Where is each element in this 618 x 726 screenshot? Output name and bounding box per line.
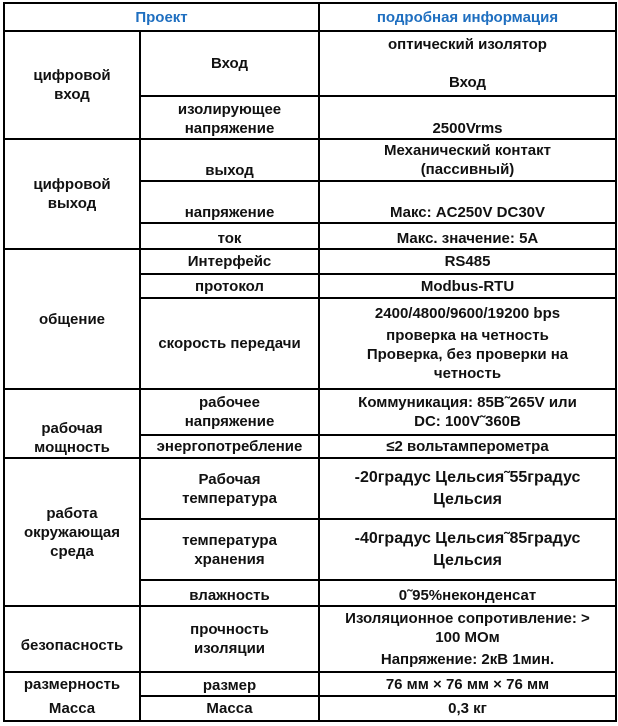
item-cell: размер <box>140 672 319 696</box>
group-label-line: мощность <box>34 439 110 456</box>
value-cell: Макс. значение: 5A <box>319 223 616 249</box>
value-line: Механический контакт <box>384 142 551 159</box>
group-digital-output <box>4 139 140 249</box>
table-row <box>4 389 616 435</box>
table-row <box>4 672 616 696</box>
group-label-line: выход <box>47 195 97 212</box>
value-line: DC: 100V˜360B <box>414 413 521 430</box>
value-line: 100 МОм <box>435 629 500 646</box>
value-line: Вход <box>448 74 487 91</box>
value-cell: ≤2 вольтамперометра <box>319 435 616 458</box>
item-line: напряжение <box>184 413 275 430</box>
value-cell: 0,3 кг <box>319 696 616 721</box>
table-row <box>4 606 616 672</box>
value-cell: Modbus-RTU <box>319 274 616 298</box>
item-line: изоляции <box>193 640 266 657</box>
value-line: четность <box>433 365 502 382</box>
group-safety: безопасность <box>4 606 140 672</box>
item-cell: Масса <box>140 696 319 721</box>
group-label-line: размерность <box>23 676 121 693</box>
value-cell: Макс: AC250V DC30V <box>319 181 616 223</box>
item-cell: Интерфейс <box>140 249 319 274</box>
value-cell: 2500Vrms <box>319 96 616 139</box>
item-cell <box>140 96 319 139</box>
group-label-line: цифровой <box>33 176 111 193</box>
value-line: Проверка, без проверки на <box>366 346 569 363</box>
value-cell <box>319 139 616 181</box>
item-cell: Вход <box>140 31 319 96</box>
value-cell <box>319 519 616 580</box>
value-line: Изоляционное сопротивление: > <box>345 610 590 627</box>
item-line: изолирующее <box>177 101 282 118</box>
group-label-line: окружающая <box>23 523 121 541</box>
value-cell <box>319 458 616 519</box>
value-cell <box>319 31 616 96</box>
value-line: -20градус Цельсия˜55градус <box>354 468 581 486</box>
item-line: температура <box>182 489 277 507</box>
item-line: прочность <box>190 621 269 638</box>
value-line: Коммуникация: 85B˜265V или <box>358 394 577 411</box>
item-cell <box>140 519 319 580</box>
value-line: 2400/4800/9600/19200 bps <box>374 305 561 322</box>
value-line: проверка на четность <box>386 327 549 344</box>
item-line: хранения <box>194 550 265 568</box>
item-line: Рабочая <box>198 470 261 488</box>
value-cell: RS485 <box>319 249 616 274</box>
group-communication: общение <box>4 249 140 389</box>
header-details: подробная информация <box>319 3 616 31</box>
value-line: Цельсия <box>433 551 502 569</box>
item-cell <box>140 458 319 519</box>
value-line: (пассивный) <box>420 161 515 178</box>
table-row <box>4 31 616 96</box>
group-digital-input <box>4 31 140 139</box>
item-cell: влажность <box>140 580 319 606</box>
item-cell: скорость передачи <box>140 298 319 389</box>
item-line: рабочее <box>199 394 260 411</box>
item-cell: выход <box>140 139 319 181</box>
group-label-line: цифровой <box>33 67 111 84</box>
table-row <box>4 249 616 274</box>
item-cell: ток <box>140 223 319 249</box>
value-line: оптический изолятор <box>388 36 547 53</box>
value-cell <box>319 389 616 435</box>
group-label-line: вход <box>54 86 90 103</box>
item-line: напряжение <box>184 120 275 137</box>
value-line: Цельсия <box>433 490 502 508</box>
header-project: Проект <box>4 3 319 31</box>
value-cell <box>319 606 616 672</box>
group-environment <box>4 458 140 606</box>
item-line: температура <box>182 531 277 549</box>
group-label-line: работа <box>46 504 98 522</box>
value-line: -40градус Цельсия˜85градус <box>354 529 581 547</box>
group-label-line: рабочая <box>41 420 103 437</box>
table-row <box>4 139 616 181</box>
value-line: Напряжение: 2кВ 1мин. <box>380 651 555 668</box>
value-cell: 76 мм × 76 мм × 76 мм <box>319 672 616 696</box>
group-working-power <box>4 389 140 458</box>
table-row <box>4 458 616 519</box>
value-cell <box>319 298 616 389</box>
group-label-line: среда <box>50 542 94 560</box>
item-cell <box>140 606 319 672</box>
item-cell <box>140 389 319 435</box>
value-cell: 0˜95%неконденсат <box>319 580 616 606</box>
group-dimension-mass <box>4 672 140 721</box>
header-row <box>4 3 616 31</box>
item-cell: энергопотребление <box>140 435 319 458</box>
specification-table <box>3 2 617 722</box>
group-label-line: Масса <box>48 700 96 717</box>
item-cell: протокол <box>140 274 319 298</box>
item-cell: напряжение <box>140 181 319 223</box>
